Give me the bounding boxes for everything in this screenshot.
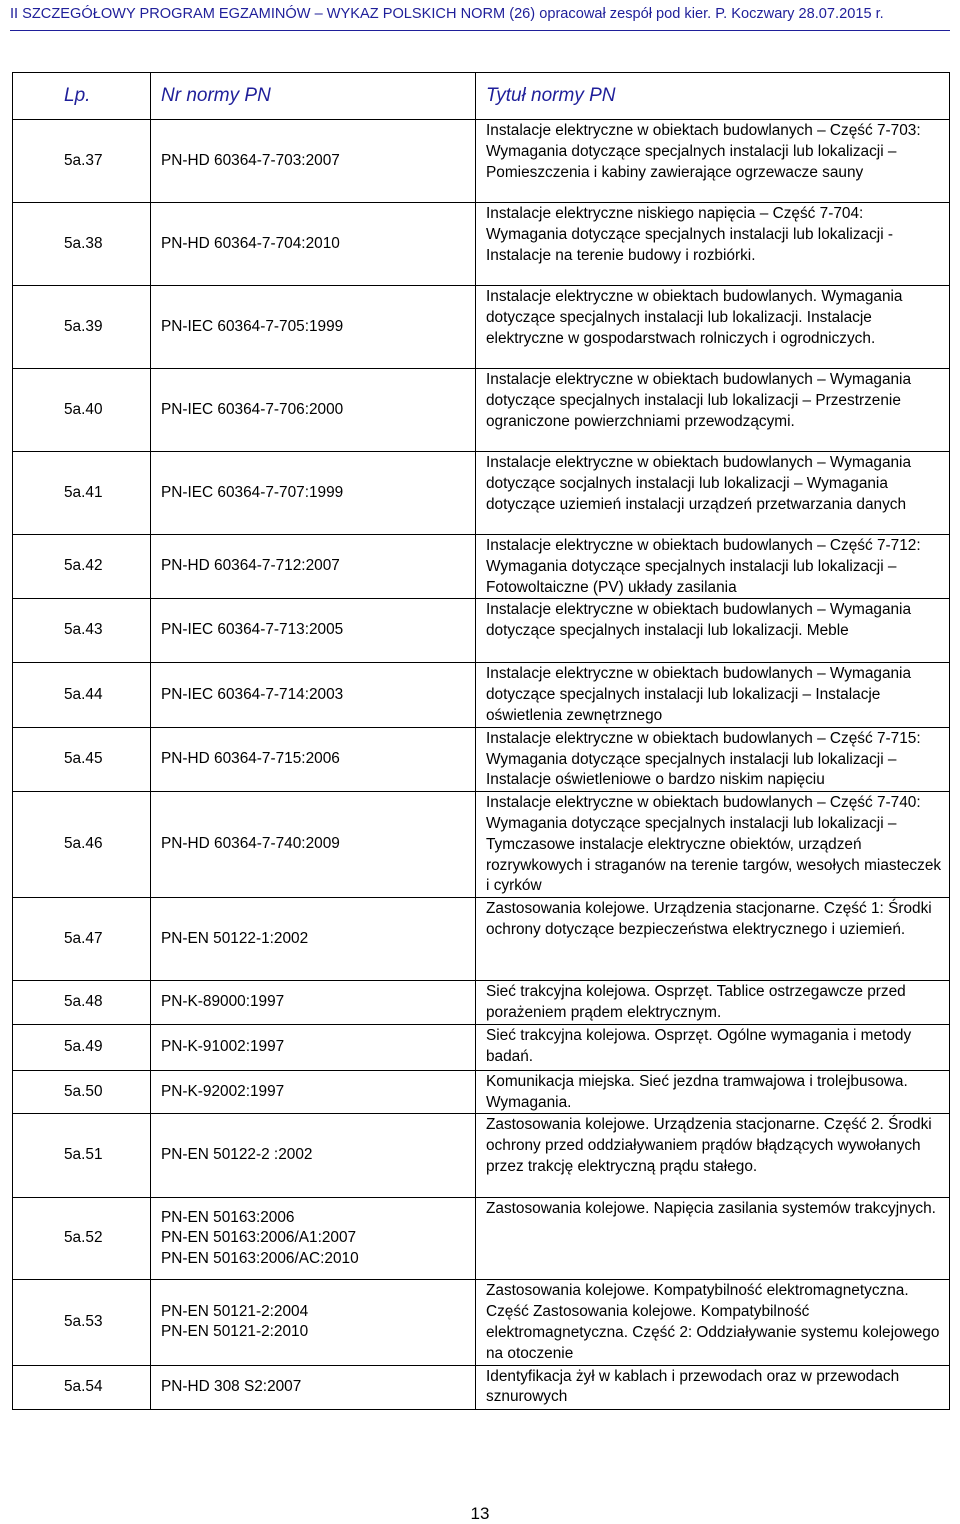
norm-number-line: PN-EN 50163:2006/AC:2010 <box>161 1250 359 1268</box>
row-norm-title: Instalacje elektryczne w obiektach budowlanych – Część 7-715: Wymagania dotyczące specjalnych instalacji lub lokalizacji – Instalacje oświetleniowe o bardzo niskim napięciu <box>476 727 950 791</box>
row-norm-title: Instalacje elektryczne w obiektach budowlanych – Wymagania dotyczące specjalnych instalacji lub lokalizacji. Meble <box>476 599 950 663</box>
row-lp: 5a.42 <box>13 535 151 599</box>
row-norm-number <box>151 203 476 286</box>
row-norm-title: Instalacje elektryczne w obiektach budowlanych – Wymagania dotyczące specjalnych instalacji lub lokalizacji – Instalacje oświetlenia zewnętrznego <box>476 663 950 727</box>
norm-number-line: PN-IEC 60364-7-713:2005 <box>161 621 344 639</box>
row-norm-title: Instalacje elektryczne w obiektach budowlanych – Część 7-740: Wymagania dotyczące specjalnych instalacji lub lokalizacji – Tymczasowe instalacje elektryczne obiektów, urządzeń rozrywkowych i straganów na terenie targów, wesołych miasteczek i cyrków <box>476 792 950 898</box>
row-norm-title: Zastosowania kolejowe. Napięcia zasilania systemów trakcyjnych. <box>476 1198 950 1280</box>
table-row <box>13 535 950 599</box>
row-norm-number <box>151 1070 476 1114</box>
row-norm-number <box>151 286 476 369</box>
table-row <box>13 727 950 791</box>
row-norm-number <box>151 1280 476 1365</box>
norm-number-line: PN-K-92002:1997 <box>161 1082 285 1100</box>
row-lp: 5a.48 <box>13 981 151 1025</box>
row-lp: 5a.44 <box>13 663 151 727</box>
row-norm-number <box>151 120 476 203</box>
norm-number-line: PN-EN 50122-1:2002 <box>161 929 309 947</box>
row-norm-title: Komunikacja miejska. Sieć jezdna tramwajowa i trolejbusowa. Wymagania. <box>476 1070 950 1114</box>
norm-number-line: PN-EN 50163:2006/A1:2007 <box>161 1229 357 1247</box>
row-norm-number <box>151 535 476 599</box>
row-norm-title: Instalacje elektryczne w obiektach budowlanych – Wymagania dotyczące specjalnych instalacji lub lokalizacji – Przestrzenie ograniczone powierzchniami przewodzącymi. <box>476 369 950 452</box>
row-norm-title: Instalacje elektryczne w obiektach budowlanych – Wymagania dotyczące socjalnych instalacji lub lokalizacji – Wymagania dotyczące uziemień instalacji urządzeń przetwarzania danych <box>476 452 950 535</box>
norms-table <box>12 72 950 1410</box>
page-number: 13 <box>470 1504 490 1523</box>
table-row <box>13 599 950 663</box>
row-norm-number <box>151 898 476 981</box>
table-row <box>13 369 950 452</box>
row-norm-title: Sieć trakcyjna kolejowa. Osprzęt. Tablice ostrzegawcze przed porażeniem prądem elektrycznym. <box>476 981 950 1025</box>
row-lp: 5a.49 <box>13 1024 151 1070</box>
norm-number-line: PN-EN 50163:2006 <box>161 1208 295 1226</box>
table-row <box>13 898 950 981</box>
norm-number-line: PN-EN 50121-2:2010 <box>161 1323 309 1341</box>
row-norm-title: Identyfikacja żył w kablach i przewodach oraz w przewodach sznurowych <box>476 1365 950 1409</box>
row-norm-title: Zastosowania kolejowe. Urządzenia stacjonarne. Część 2. Środki ochrony przed oddziaływaniem prądów błądzących wywołanych przez trakcję elektryczną prądu stałego. <box>476 1114 950 1198</box>
norm-number-line: PN-IEC 60364-7-707:1999 <box>161 483 344 501</box>
table-row <box>13 120 950 203</box>
row-norm-title: Instalacje elektryczne w obiektach budowlanych – Część 7-703: Wymagania dotyczące specjalnych instalacji lub lokalizacji – Pomieszczenia i kabiny zawierające ogrzewacze sauny <box>476 120 950 203</box>
norm-number-line: PN-EN 50122-2 :2002 <box>161 1146 313 1164</box>
table-row <box>13 1198 950 1280</box>
norm-number-line: PN-HD 60364-7-712:2007 <box>161 557 340 575</box>
row-norm-number <box>151 1114 476 1198</box>
document-header: II SZCZEGÓŁOWY PROGRAM EGZAMINÓW – WYKAZ POLSKICH NORM (26) opracował zespół pod kier. P. Koczwary 28.07.2015 r. <box>10 6 884 22</box>
row-norm-number <box>151 981 476 1025</box>
column-header-norm-title: Tytuł normy PN <box>476 73 950 120</box>
row-norm-title: Instalacje elektryczne w obiektach budowlanych – Część 7-712: Wymagania dotyczące specjalnych instalacji lub lokalizacji – Fotowoltaiczne (PV) układy zasilania <box>476 535 950 599</box>
table-header-row <box>13 73 950 120</box>
row-lp: 5a.43 <box>13 599 151 663</box>
row-lp: 5a.47 <box>13 898 151 981</box>
norm-number-line: PN-HD 60364-7-704:2010 <box>161 234 340 252</box>
norm-number-line: PN-EN 50121-2:2004 <box>161 1302 309 1320</box>
row-lp: 5a.38 <box>13 203 151 286</box>
table-row <box>13 981 950 1025</box>
column-header-lp: Lp. <box>13 73 151 120</box>
row-norm-number <box>151 452 476 535</box>
row-norm-number <box>151 369 476 452</box>
norm-number-line: PN-K-91002:1997 <box>161 1037 285 1055</box>
row-lp: 5a.41 <box>13 452 151 535</box>
row-lp: 5a.53 <box>13 1280 151 1365</box>
table-row <box>13 1024 950 1070</box>
column-header-norm-number: Nr normy PN <box>151 73 476 120</box>
row-norm-title: Instalacje elektryczne w obiektach budowlanych. Wymagania dotyczące specjalnych instalacji lub lokalizacji. Instalacje elektryczne w gospodarstwach rolniczych i ogrodniczych. <box>476 286 950 369</box>
table-row <box>13 663 950 727</box>
row-norm-number <box>151 599 476 663</box>
row-lp: 5a.52 <box>13 1198 151 1280</box>
row-norm-number <box>151 792 476 898</box>
row-norm-title: Zastosowania kolejowe. Urządzenia stacjonarne. Część 1: Środki ochrony dotyczące bezpieczeństwa elektrycznego i uziemień. <box>476 898 950 981</box>
norm-number-line: PN-IEC 60364-7-714:2003 <box>161 685 344 703</box>
row-lp: 5a.50 <box>13 1070 151 1114</box>
row-lp: 5a.39 <box>13 286 151 369</box>
row-norm-title: Sieć trakcyjna kolejowa. Osprzęt. Ogólne wymagania i metody badań. <box>476 1024 950 1070</box>
row-lp: 5a.46 <box>13 792 151 898</box>
table-row <box>13 1070 950 1114</box>
table-row <box>13 203 950 286</box>
table-row <box>13 792 950 898</box>
table-row <box>13 1365 950 1409</box>
norm-number-line: PN-K-89000:1997 <box>161 993 285 1011</box>
norm-number-line: PN-IEC 60364-7-706:2000 <box>161 400 344 418</box>
norm-number-line: PN-HD 60364-7-715:2006 <box>161 750 340 768</box>
row-lp: 5a.51 <box>13 1114 151 1198</box>
row-norm-number <box>151 1024 476 1070</box>
norm-number-line: PN-IEC 60364-7-705:1999 <box>161 317 344 335</box>
row-norm-number <box>151 727 476 791</box>
table-row <box>13 286 950 369</box>
row-lp: 5a.40 <box>13 369 151 452</box>
table-row <box>13 1280 950 1365</box>
norm-number-line: PN-HD 308 S2:2007 <box>161 1377 302 1395</box>
table-row <box>13 452 950 535</box>
row-norm-number <box>151 1198 476 1280</box>
norm-number-line: PN-HD 60364-7-703:2007 <box>161 151 340 169</box>
table-row <box>13 1114 950 1198</box>
row-lp: 5a.45 <box>13 727 151 791</box>
row-norm-title: Instalacje elektryczne niskiego napięcia – Część 7-704: Wymagania dotyczące specjalnych instalacji lub lokalizacji - Instalacje na terenie budowy i rozbiórki. <box>476 203 950 286</box>
header-rule <box>10 30 950 31</box>
row-lp: 5a.37 <box>13 120 151 203</box>
row-norm-title: Zastosowania kolejowe. Kompatybilność elektromagnetyczna. Część Zastosowania kolejowe. Kompatybilność elektromagnetyczna. Część 2: Oddziaływanie systemu kolejowego na otoczenie <box>476 1280 950 1365</box>
row-lp: 5a.54 <box>13 1365 151 1409</box>
row-norm-number <box>151 1365 476 1409</box>
row-norm-number <box>151 663 476 727</box>
norm-number-line: PN-HD 60364-7-740:2009 <box>161 835 340 853</box>
